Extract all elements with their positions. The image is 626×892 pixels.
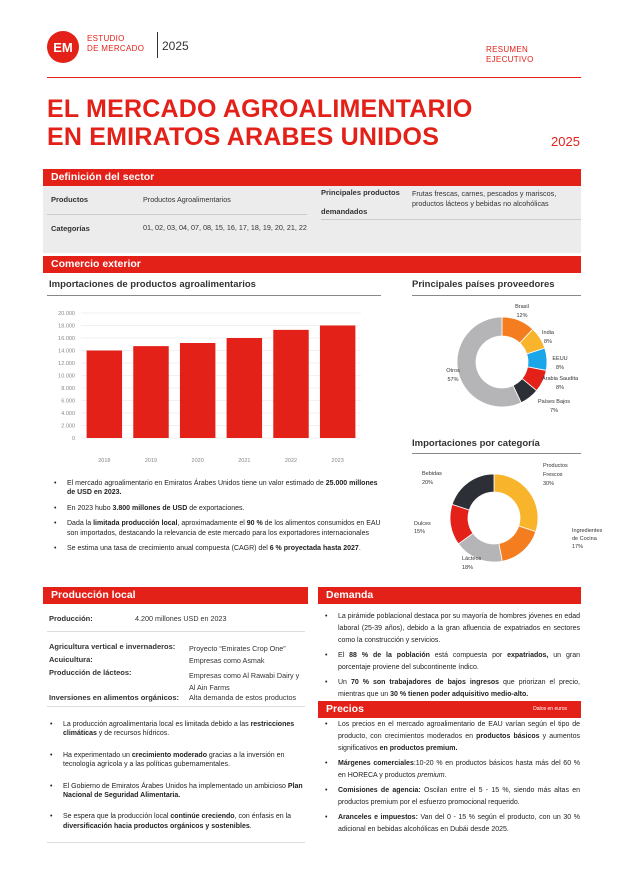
precios-bullet-2: • Márgenes comerciales:10-20 % en productos básicos hasta más del 60 % en HORECA y productos premium. (322, 758, 580, 782)
imports-underline (47, 295, 381, 296)
y-tick-label: 2.000 (61, 423, 75, 430)
inversiones-value: Alta demanda de estos productos (189, 693, 297, 702)
label-paisesbajos-name: Países Bajos (537, 399, 571, 405)
label-brasil-value: 12% (516, 313, 528, 319)
label-eeuu-value: 8% (556, 365, 564, 371)
suppliers-underline (412, 295, 581, 296)
imports-bar-chart (47, 300, 377, 468)
comercio-bullet-2: • En 2023 hubo 3.800 millones de USD de exportaciones. (51, 504, 381, 513)
bar-2021 (227, 338, 262, 438)
y-tick-label: 16.000 (58, 336, 75, 342)
produccion-bullet-3: • El Gobierno de Emiratos Árabes Unidos ha implementado un ambicioso Plan Nacional de Seguridad Alimentaria. (47, 782, 309, 801)
agricultura-value: Proyecto “Emirates Crop One” (189, 644, 286, 653)
definicion-header: Definición del sector (43, 169, 581, 186)
label-paisesbajos-value: 7% (550, 408, 558, 414)
label-dulces-name: Dulces (414, 521, 431, 527)
category-title: Importaciones por categoría (412, 438, 540, 449)
label-india-name: India (542, 330, 554, 336)
label-ingredientes-name-1: Ingredientes (572, 528, 603, 534)
suppliers-title: Principales países proveedores (412, 279, 555, 290)
y-tick-label: 12.000 (58, 361, 75, 367)
y-tick-label: 8.000 (61, 386, 75, 392)
x-tick-label: 2019 (144, 458, 158, 464)
summary-line-1: RESUMEN (486, 45, 529, 54)
header-year: 2025 (162, 39, 189, 53)
agricultura-label: Agricultura vertical e invernaderos: (49, 642, 176, 651)
logo-text: EM (53, 39, 73, 55)
label-otros-value: 57% (447, 377, 459, 383)
precios-title: Precios (326, 703, 364, 715)
label-arabia-value: 8% (556, 385, 564, 391)
label-bebidas-name: Bebidas (422, 471, 442, 477)
slice-bebidas (452, 474, 494, 510)
title-line-2: EN EMIRATOS ARABES UNIDOS (47, 123, 440, 151)
label-india-value: 8% (544, 339, 552, 345)
y-tick-label: 18.000 (58, 323, 75, 330)
principales-label-1: Principales productos (321, 188, 400, 197)
brand-line-2: DE MERCADO (87, 44, 145, 53)
bar-2019 (133, 346, 168, 438)
produccion-bullet-2: • Ha experimentado un crecimiento moderado gracias a la inversión en tecnología agrícola y a las políticas gubernamentales. (47, 751, 309, 770)
lacteos-label: Producción de lácteos: (49, 668, 132, 677)
bar-2022 (273, 330, 308, 438)
acuicultura-value: Empresas como Asmak (189, 656, 265, 665)
comercio-bullet-1: • El mercado agroalimentario en Emiratos Árabes Unidos tiene un valor estimado de 25.000 millones de USD en 2023. (51, 479, 381, 498)
precios-note: Datos en euros (533, 706, 567, 712)
comercio-bullet-3: • Dada la limitada producción local, aproximadamente el 90 % de los alimentos consumidos en EAU son importados, destacando la relevancia de este mercado para los exportadores internacionales (51, 519, 381, 538)
produccion-label: Producción: (49, 614, 93, 623)
label-lacteos-name: Lácteos (462, 556, 482, 562)
bar-2018 (87, 351, 122, 439)
y-tick-label: 14.000 (58, 348, 75, 355)
precios-bullet-4: • Aranceles e impuestos: Van del 0 - 15 % según el producto, con un 30 % adicional en bebidas alcohólicas en Dubái desde 2025. (322, 812, 580, 836)
produccion-bullet-4: • Se espera que la producción local continúe creciendo, con énfasis en la diversificación hacia productos orgánicos y sostenibles. (47, 812, 309, 831)
y-tick-label: 6.000 (61, 398, 75, 405)
slice-productos-frescos (494, 474, 538, 532)
acuicultura-label: Acuicultura: (49, 655, 93, 664)
demanda-bullet-1: • La pirámide poblacional destaca por su mayoría de hombres jóvenes en edad laboral (25-39 años), debido a la gran afluencia de expatriados en sectores como la construcción y servicios. (322, 611, 580, 647)
label-frescos-name-2: Frescos (543, 472, 563, 478)
label-eeuu-name: EEUU (552, 356, 568, 362)
y-tick-label: 0 (71, 436, 75, 442)
x-tick-label: 2018 (98, 458, 111, 464)
inversiones-label: Inversiones en alimentos orgánicos: (49, 693, 180, 702)
bar-2020 (180, 343, 215, 438)
principales-value: Frutas frescas, carnes, pescados y mariscos, productos lácteos y bebidas no alcohólicas (412, 189, 557, 208)
x-tick-label: 2021 (238, 458, 251, 464)
brand-line-1: ESTUDIO (87, 34, 125, 43)
demanda-bullet-2: • El 88 % de la población está compuesta por expatriados, un gran porcentaje proviene del subcontinente índico. (322, 650, 580, 674)
demanda-bullets (322, 611, 580, 707)
precios-header (318, 701, 581, 718)
label-arabia-name: Arabia Saudita (541, 376, 579, 382)
x-tick-label: 2022 (284, 458, 298, 464)
comercio-header: Comercio exterior (43, 256, 581, 273)
imports-title: Importaciones de productos agroalimentarios (49, 279, 256, 290)
suppliers-donut-chart (412, 297, 582, 422)
label-bebidas-value: 20% (422, 480, 434, 486)
x-tick-label: 2023 (331, 458, 344, 464)
principales-label-2: demandados (321, 207, 368, 216)
label-lacteos-value: 18% (462, 565, 474, 571)
produccion-header: Producción local (43, 587, 308, 604)
categorias-value: 01, 02, 03, 04, 07, 08, 15, 16, 17, 18, 19, 20, 21, 22 (143, 223, 307, 232)
label-otros-name: Otros (446, 368, 460, 374)
productos-label: Productos (51, 195, 89, 204)
title-year: 2025 (551, 134, 580, 149)
label-brasil-name: Brasil (515, 304, 529, 310)
produccion-divider (47, 631, 305, 632)
productos-value: Productos Agroalimentarios (143, 195, 231, 204)
label-ingredientes-name-2: de Cocina (572, 536, 597, 542)
lacteos-value: Empresas como Al Rawabi Dairy y Al Ain Farms (189, 671, 300, 692)
brand-logo (47, 31, 79, 63)
y-tick-label: 20.000 (58, 311, 75, 317)
precios-bullet-3: • Comisiones de agencia: Oscilan entre el 5 - 15 %, siendo más altas en productos premium por el esfuerzo promocional requerido. (322, 785, 580, 809)
x-tick-label: 2020 (191, 458, 204, 464)
header-divider (157, 32, 158, 58)
bar-2023 (320, 326, 355, 439)
category-underline (412, 453, 581, 454)
y-tick-label: 10.000 (58, 373, 75, 380)
demanda-header: Demanda (318, 587, 581, 604)
definicion-divider (47, 214, 307, 215)
label-frescos-value: 30% (543, 481, 555, 487)
definicion-divider-2 (321, 219, 581, 220)
produccion-divider-2 (47, 706, 305, 707)
precios-bullets (322, 719, 580, 842)
categorias-label: Categorías (51, 224, 90, 233)
page-title (47, 95, 473, 151)
comercio-bullets (51, 479, 381, 559)
slice-ingredientes-de-cocina (499, 526, 536, 561)
summary-line-2: EJECUTIVO (486, 55, 534, 64)
label-frescos-name-1: Productos (543, 463, 568, 469)
demanda-bullet-3: • Un 70 % son trabajadores de bajos ingresos que priorizan el precio, mientras que un 30 % tienen poder adquisitivo medio-alto. (322, 677, 580, 701)
category-donut-chart (406, 458, 603, 578)
summary-label (486, 45, 534, 65)
brand-name (87, 34, 144, 54)
precios-bullet-1: • Los precios en el mercado agroalimentario de EAU varían según el tipo de producto, con crecimientos moderados en productos básicos y aumentos significativos en productos premium. (322, 719, 580, 755)
title-line-1: EL MERCADO AGROALIMENTARIO (47, 95, 473, 123)
label-dulces-value: 15% (414, 529, 426, 535)
comercio-bullet-4: • Se estima una tasa de crecimiento anual compuesta (CAGR) del 6 % proyectada hasta 2027. (51, 544, 381, 553)
label-ingredientes-value: 17% (572, 544, 584, 550)
y-tick-label: 4.000 (61, 411, 75, 417)
produccion-value: 4.200 millones USD en 2023 (135, 614, 227, 623)
header-rule (47, 77, 581, 78)
produccion-bullet-1: • La producción agroalimentaria local es limitada debido a las restricciones climáticas y de recursos hídricos. (47, 720, 309, 739)
produccion-bottom-rule (47, 842, 305, 843)
produccion-bullets (47, 720, 309, 837)
